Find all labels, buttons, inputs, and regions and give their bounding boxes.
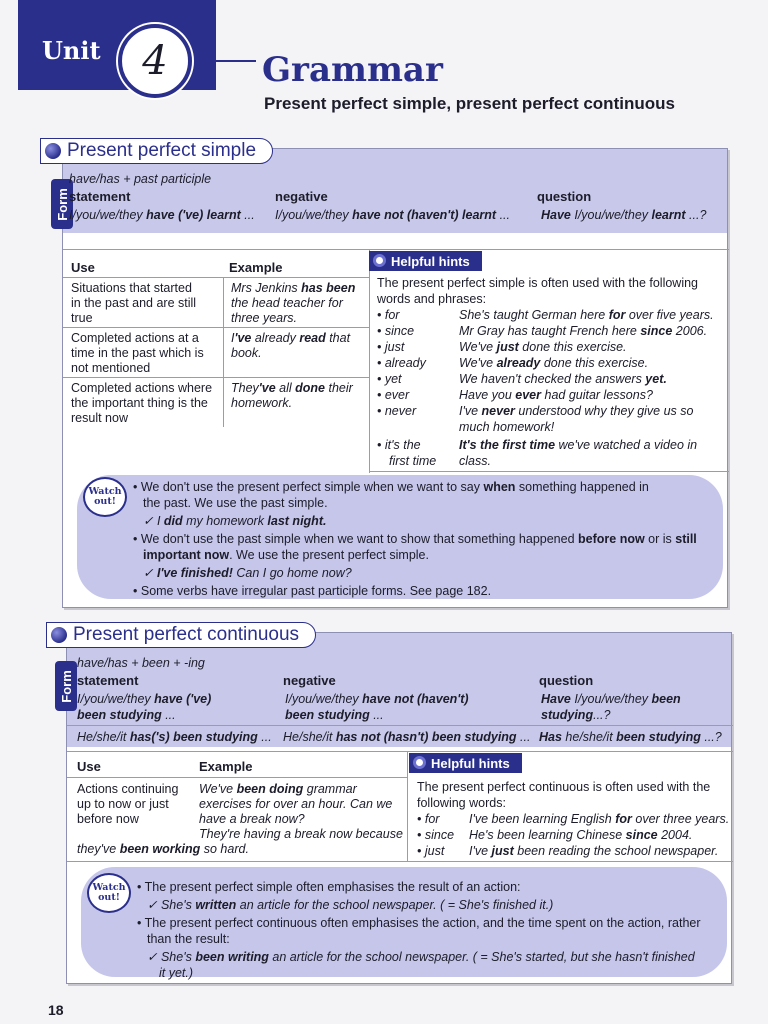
pps-statement: I/you/we/they have ('ve) learnt ... bbox=[69, 208, 255, 222]
pps-form-tab: Form bbox=[51, 179, 73, 229]
pps-negative-heading: negative bbox=[275, 189, 328, 204]
example-text: homework. bbox=[231, 396, 293, 410]
pps-watch-note: the past. We use the past simple. bbox=[143, 496, 328, 510]
check-icon: ✓ bbox=[143, 514, 154, 528]
pps-hints-intro: words and phrases: bbox=[377, 292, 487, 306]
example-text: exercises for over an hour. Can we bbox=[199, 797, 393, 811]
ppc-question: studying...? bbox=[541, 708, 611, 722]
ppc-table-rule bbox=[67, 751, 733, 752]
pps-section-title: Present perfect simple bbox=[40, 138, 273, 164]
ppc-use-heading: Use bbox=[77, 759, 101, 774]
example-text: three years. bbox=[231, 311, 298, 325]
use-text: result now bbox=[71, 411, 128, 425]
pps-watch-note: • We don't use the present perfect simple when we want to say when something happened in bbox=[133, 480, 649, 494]
hints-icon bbox=[373, 254, 386, 267]
pps-hints-tab: Helpful hints bbox=[369, 251, 482, 271]
use-text: Actions continuing bbox=[77, 782, 179, 796]
pps-watch-example: ✓ I've finished! Can I go home now? bbox=[143, 566, 352, 580]
example-text: Mrs Jenkins has been bbox=[231, 281, 356, 295]
use-text: true bbox=[71, 311, 93, 325]
watch-out-icon: Watch out! bbox=[83, 477, 127, 517]
ppc-negative: I/you/we/they have not (haven't) bbox=[285, 692, 469, 706]
use-text: Situations that started bbox=[71, 281, 192, 295]
pps-hints-intro: The present perfect simple is often used with the following bbox=[377, 276, 699, 290]
pps-hints-rule bbox=[369, 471, 729, 472]
check-icon: ✓ bbox=[147, 898, 158, 912]
header-rule bbox=[216, 60, 256, 62]
ppc-watch-note: • The present perfect simple often emphasises the result of an action: bbox=[137, 880, 521, 894]
use-text: in the past and are still bbox=[71, 296, 197, 310]
pps-watch-example: ✓ I did my homework last night. bbox=[143, 514, 327, 528]
section-bullet-icon bbox=[45, 143, 61, 159]
hints-icon bbox=[413, 756, 426, 769]
use-text: not mentioned bbox=[71, 361, 151, 375]
ppc-table-rule bbox=[67, 777, 407, 778]
pps-table-rule bbox=[63, 327, 369, 328]
ppc-example-heading: Example bbox=[199, 759, 253, 774]
ppc-statement: been studying ... bbox=[77, 708, 176, 722]
ppc-watch-example: ✓ She's written an article for the school newspaper. ( = She's finished it.) bbox=[147, 898, 554, 912]
ppc-section-title: Present perfect continuous bbox=[46, 622, 316, 648]
unit-tab bbox=[18, 0, 216, 90]
ppc-watch-note: • The present perfect continuous often emphasises the action, and the time spent on the action, rather bbox=[137, 916, 701, 930]
ppc-form-rule bbox=[67, 725, 733, 726]
check-icon: ✓ bbox=[143, 566, 154, 580]
pps-question-heading: question bbox=[537, 189, 592, 204]
ppc-form-line: have/has + been + -ing bbox=[77, 656, 205, 670]
pps-table-divider bbox=[223, 277, 224, 427]
example-text: book. bbox=[231, 346, 262, 360]
section-bullet-icon bbox=[51, 627, 67, 643]
ppc-hints-tab: Helpful hints bbox=[409, 753, 522, 773]
example-text: I've already read that bbox=[231, 331, 351, 345]
ppc-watch-example: ✓ She's been writing an article for the school newspaper. ( = She's started, but she hasn't finished bbox=[147, 950, 695, 964]
watch-out-icon: Watch out! bbox=[87, 873, 131, 913]
pps-use-heading: Use bbox=[71, 260, 95, 275]
example-text: They've all done their bbox=[231, 381, 353, 395]
use-text: time in the past which is bbox=[71, 346, 204, 360]
use-text: Completed actions where bbox=[71, 381, 213, 395]
example-text: We've been doing grammar bbox=[199, 782, 357, 796]
ppc-statement: I/you/we/they have ('ve) bbox=[77, 692, 212, 706]
pps-question: Have I/you/we/they learnt ...? bbox=[541, 208, 707, 222]
pps-table-divider bbox=[369, 249, 370, 473]
ppc-question: Have I/you/we/they been bbox=[541, 692, 681, 706]
pps-table-rule bbox=[63, 377, 369, 378]
ppc-hints-intro: The present perfect continuous is often used with the bbox=[417, 780, 711, 794]
use-text: before now bbox=[77, 812, 139, 826]
ppc-statement-heading: statement bbox=[77, 673, 139, 688]
ppc-negative: been studying ... bbox=[285, 708, 384, 722]
use-text: Completed actions at a bbox=[71, 331, 199, 345]
ppc-hints-intro: following words: bbox=[417, 796, 506, 810]
ppc-question-3rd: Has he/she/it been studying ...? bbox=[539, 730, 722, 744]
pps-form-line: have/has + past participle bbox=[69, 172, 212, 186]
pps-table-rule bbox=[63, 277, 369, 278]
page-number: 18 bbox=[48, 1002, 64, 1018]
ppc-statement-3rd: He/she/it has('s) been studying ... bbox=[77, 730, 272, 744]
example-text: they've been working so hard. bbox=[77, 842, 249, 856]
ppc-table-divider bbox=[407, 751, 408, 861]
pps-statement-heading: statement bbox=[69, 189, 131, 204]
ppc-negative-heading: negative bbox=[283, 673, 336, 688]
pps-frame: Form have/has + past participle statement negative question I/you/we/they have ('ve) learnt ... I/you/we/they have not (haven't) learnt ... Have I/you/we/they learnt ...? Use Example Situations that started in the past and are still true Mrs Jenkins has been the head teacher for three years. Completed actions at a time in the past which is not mentioned I've already read that book. Completed actions where the important thing is the result now They've all done their homework. Helpful hints The present perfect simple is often used with the following words and phrases: • for She's taught German here for over five years. • since Mr Gray has taught French here since 2006. • just We've just done this exercise. • already We've already done this exercise. • yet We haven't checked the answers yet. • ever Have you ever had guitar lessons? • never I've never understood why they give us so much homework! • it's the first time It's the first time we've watched a video in class. Watch out! • We don't use the present perfect simple when we want to say when something happened in the past. We use the past simple. ✓ I did my homework last night. • We don't use the past simple when we want to show that something happened before now or is still important now. We use the present perfect simple. ✓ I've finished! Can I go home now? • Some verbs have irregular past participle forms. See page 182. bbox=[62, 148, 728, 608]
ppc-table-rule bbox=[67, 861, 733, 862]
ppc-watch-note: than the result: bbox=[147, 932, 230, 946]
example-text: They're having a break now because bbox=[199, 827, 403, 841]
pps-watch-note: • Some verbs have irregular past participle forms. See page 182. bbox=[133, 584, 492, 598]
page-subtitle: Present perfect simple, present perfect continuous bbox=[264, 94, 675, 113]
ppc-frame: Form have/has + been + -ing statement negative question I/you/we/they have ('ve) been studying ... I/you/we/they have not (haven't) been studying ... Have I/you/we/they been studying...? He/she/it has('s) been studying ... He/she/it has not (hasn't) been studying ... Has he/she/it been studying ...? Use Example Actions continuing up to now or just before now We've been doing grammar exercises for over an hour. Can we have a break now? They're having a break now because they've been working so hard. Helpful hints The present perfect continuous is often used with the following words: • for I've been learning English for over three years. • since He's been learning Chinese since 2004. • just I've just been reading the school newspaper. Watch out! • The present perfect simple often emphasises the result of an action: ✓ She's written an article for the school newspaper. ( = She's finished it.) • The present perfect continuous often emphasises the action, and the time spent on the action, rather than the result: ✓ She's been writing an article for the school newspaper. ( = She's started, but she hasn't finished it yet.) bbox=[66, 632, 732, 984]
unit-label: Unit bbox=[42, 36, 101, 65]
ppc-watch-example: it yet.) bbox=[159, 966, 194, 980]
pps-negative: I/you/we/they have not (haven't) learnt ... bbox=[275, 208, 511, 222]
ppc-question-heading: question bbox=[539, 673, 594, 688]
pps-watch-note: • We don't use the past simple when we want to show that something happened before now or is still bbox=[133, 532, 697, 546]
unit-number-badge: 4 bbox=[118, 24, 192, 98]
page-title: Grammar bbox=[262, 50, 443, 90]
ppc-form-tab: Form bbox=[55, 661, 77, 711]
example-text: the head teacher for bbox=[231, 296, 343, 310]
use-text: up to now or just bbox=[77, 797, 169, 811]
pps-example-heading: Example bbox=[229, 260, 283, 275]
example-text: have a break now? bbox=[199, 812, 305, 826]
use-text: the important thing is the bbox=[71, 396, 208, 410]
pps-watch-note: important now. We use the present perfect simple. bbox=[143, 548, 429, 562]
ppc-negative-3rd: He/she/it has not (hasn't) been studying ... bbox=[283, 730, 531, 744]
pps-table-rule bbox=[63, 249, 729, 250]
check-icon: ✓ bbox=[147, 950, 158, 964]
